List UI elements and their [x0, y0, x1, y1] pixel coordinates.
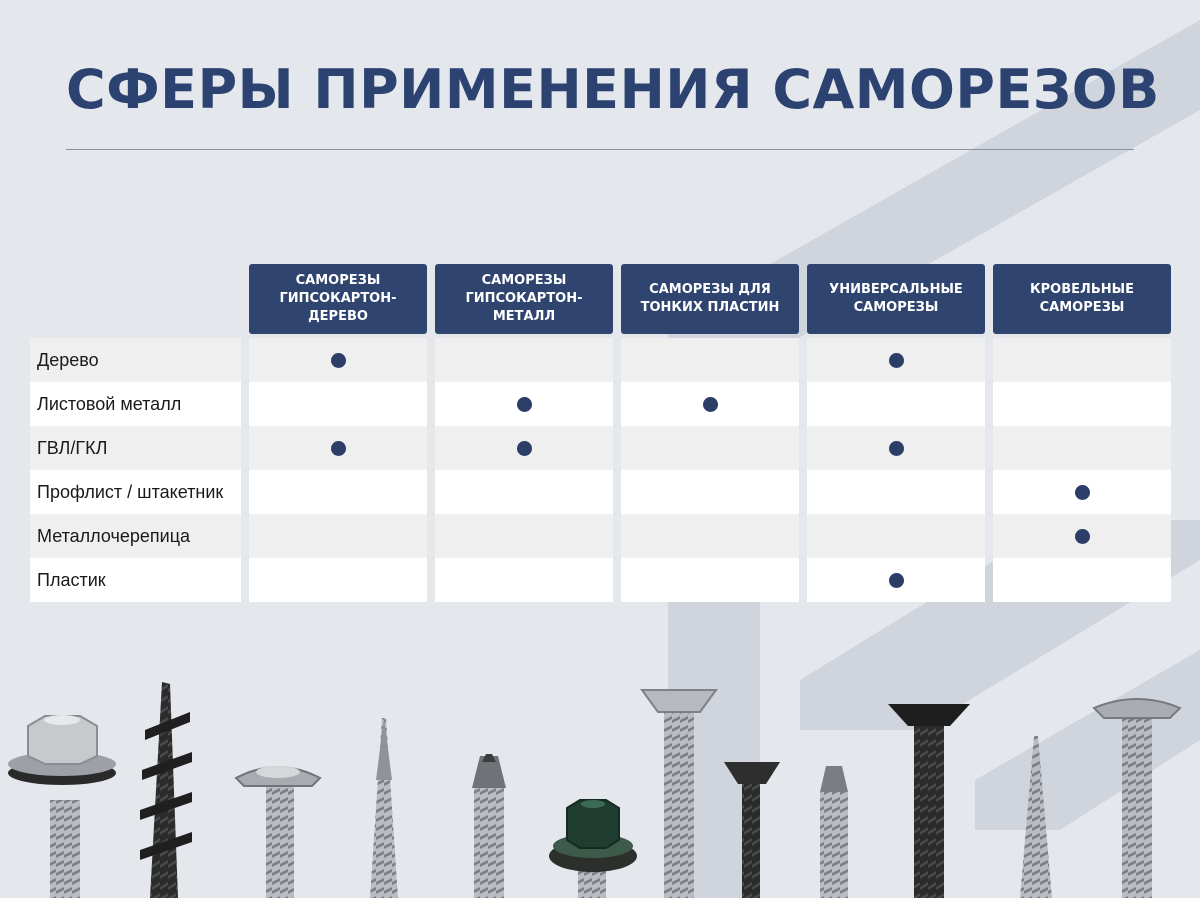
- application-table: [30, 264, 1171, 602]
- table-cell: [993, 338, 1171, 382]
- applicability-dot: [703, 397, 718, 412]
- screw-black-wood: [140, 682, 192, 898]
- table-cell: [993, 382, 1171, 426]
- table-cell: [249, 470, 427, 514]
- screw-countersunk-long: [642, 690, 716, 898]
- table-cell: [993, 558, 1171, 602]
- table-cell: [621, 514, 799, 558]
- title-divider: [66, 149, 1134, 150]
- row-label: Металлочерепица: [30, 514, 241, 558]
- applicability-dot: [889, 353, 904, 368]
- row-label: Дерево: [30, 338, 241, 382]
- table-cell: [249, 382, 427, 426]
- screw-roofing-green: [549, 800, 637, 898]
- screw-drywall-black-large: [888, 704, 970, 898]
- column-header-universal: УНИВЕРСАЛЬНЫЕ САМОРЕЗЫ: [807, 264, 985, 334]
- column-header-roofing: КРОВЕЛЬНЫЕ САМОРЕЗЫ: [993, 264, 1171, 334]
- column-header-thin-plates: САМОРЕЗЫ ДЛЯ ТОНКИХ ПЛАСТИН: [621, 264, 799, 334]
- table-cell: [249, 426, 427, 470]
- table-cell: [993, 426, 1171, 470]
- table-cell: [807, 338, 985, 382]
- screw-drill-point-thin: [820, 766, 848, 898]
- table-corner: [30, 264, 241, 338]
- table-cell: [435, 426, 613, 470]
- applicability-dot: [331, 441, 346, 456]
- table-cell: [993, 470, 1171, 514]
- screw-drywall-black-small: [724, 762, 780, 898]
- table-cell: [435, 558, 613, 602]
- table-cell: [807, 514, 985, 558]
- table-cell: [993, 514, 1171, 558]
- applicability-dot: [517, 441, 532, 456]
- table-cell: [435, 514, 613, 558]
- screw-press-washer: [236, 766, 320, 898]
- table-cell: [621, 470, 799, 514]
- row-label: ГВЛ/ГКЛ: [30, 426, 241, 470]
- table-cell: [249, 338, 427, 382]
- screw-hex-washer-silver: [8, 715, 116, 898]
- row-label: Профлист / штакетник: [30, 470, 241, 514]
- table-cell: [621, 426, 799, 470]
- table-cell: [807, 470, 985, 514]
- applicability-dot: [517, 397, 532, 412]
- row-label: Листовой металл: [30, 382, 241, 426]
- row-label: Пластик: [30, 558, 241, 602]
- applicability-dot: [1075, 485, 1090, 500]
- screw-drill-point: [472, 754, 506, 898]
- column-header-drywall-metal: САМОРЕЗЫ ГИПСОКАРТОН-МЕТАЛЛ: [435, 264, 613, 334]
- table-cell: [249, 558, 427, 602]
- table-cell: [435, 382, 613, 426]
- table-cell: [435, 470, 613, 514]
- screw-pointed-thin: [1020, 736, 1052, 898]
- table-cell: [249, 514, 427, 558]
- table-cell: [807, 558, 985, 602]
- applicability-dot: [889, 441, 904, 456]
- screw-universal-thin: [370, 718, 398, 898]
- screw-wafer-head: [1094, 699, 1180, 898]
- table-cell: [807, 382, 985, 426]
- page-title: СФЕРЫ ПРИМЕНЕНИЯ САМОРЕЗОВ: [66, 58, 1160, 121]
- applicability-dot: [889, 573, 904, 588]
- table-cell: [807, 426, 985, 470]
- applicability-dot: [331, 353, 346, 368]
- screws-photo-strip: [0, 660, 1200, 898]
- column-header-drywall-wood: САМОРЕЗЫ ГИПСОКАРТОН-ДЕРЕВО: [249, 264, 427, 334]
- table-cell: [435, 338, 613, 382]
- table-cell: [621, 338, 799, 382]
- applicability-dot: [1075, 529, 1090, 544]
- table-cell: [621, 558, 799, 602]
- table-cell: [621, 382, 799, 426]
